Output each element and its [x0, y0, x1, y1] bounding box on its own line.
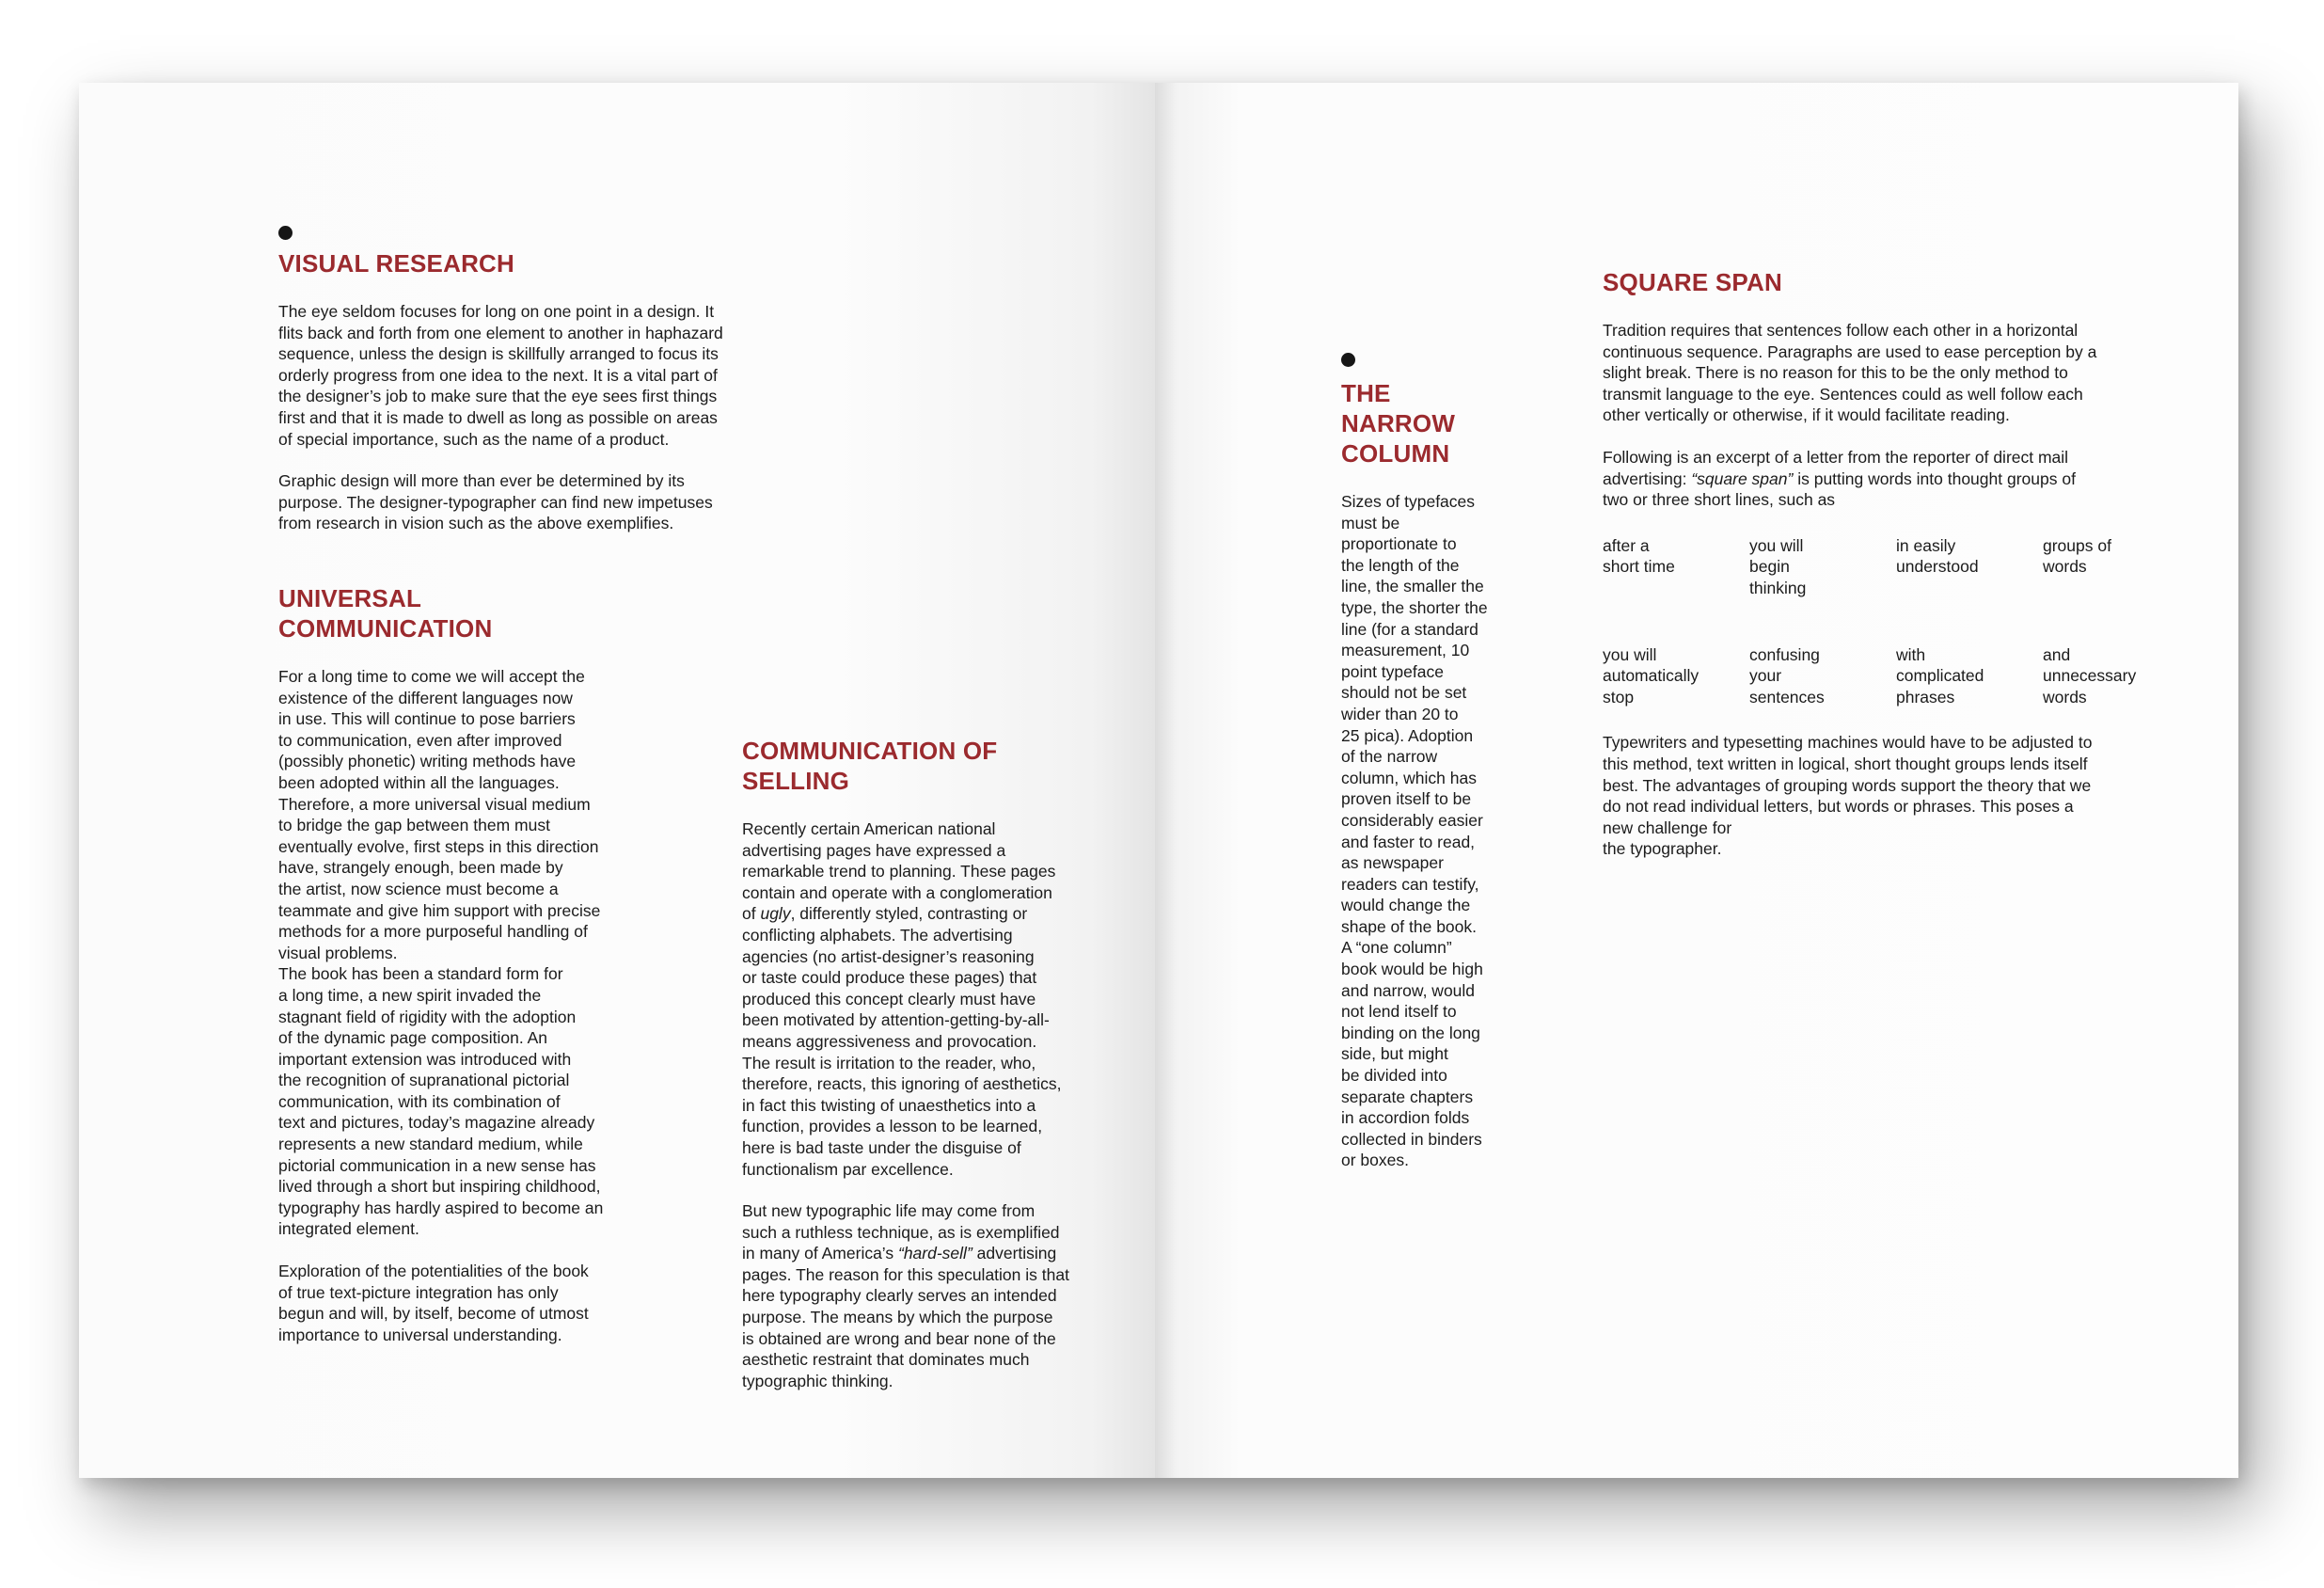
thought-group: confusing your sentences — [1749, 644, 1825, 707]
right-page — [1155, 83, 2238, 1478]
section-heading: COMMUNICATION OF SELLING — [742, 737, 998, 795]
body-paragraph — [742, 1200, 1137, 1391]
book-spread — [79, 83, 2238, 1478]
body-paragraph: Tradition requires that sentences follow each other in a horizontal continuous sequence. Paragraphs are used to ease perception by a slight break. There is no reason for this to be the only method to transmit language to the eye. Sentences could as well follow each other vertically or otherwise, if it would facilitate reading. — [1603, 321, 2097, 425]
thought-group: after a short time — [1603, 535, 1675, 577]
narrow-column-section — [1341, 378, 1520, 1171]
text-run: But new typographic life may come from such a ruthless technique, as is exemplified in many of America’s — [742, 1201, 1060, 1263]
bullet-dot — [278, 226, 292, 240]
body-paragraph: Exploration of the potentialities of the book of true text-picture integration has only begun and will, by itself, become of utmost importance to universal understanding. — [278, 1262, 589, 1344]
body-paragraph: Sizes of typefaces must be proportionate to the length of the line, the smaller the type, the shorter the line (for a standard measurement, 10 point typeface should not be set wider than 20 to 25 pica). Adoption of the narrow column, which has proven itself to be considerably easier and faster to read, as newspaper readers can testify, would change the shape of the book. A “one column” book would be high and narrow, would not lend itself to binding on the long side, but might be divided into separate chapters in accordion folds collected in binders or boxes. — [1341, 492, 1488, 1170]
emphasis-text: “square span” — [1691, 468, 1794, 488]
square-span-section — [1603, 267, 2205, 860]
thought-group: with complicated phrases — [1896, 644, 1984, 707]
universal-communication-section — [278, 583, 692, 1345]
text-run: Following is an excerpt of a letter from the reporter of direct mail advertising: — [1603, 447, 2069, 488]
emphasis-text: ugly — [760, 904, 791, 924]
thought-group: and unnecessary words — [2043, 644, 2137, 707]
body-paragraph — [1603, 447, 2205, 511]
body-paragraph — [742, 818, 1137, 1180]
thought-group: groups of words — [2043, 535, 2111, 577]
body-paragraph: The eye seldom focuses for long on one point in a design. It flits back and forth from one element to another in haphazard sequence, unless the design is skillfully arranged to focus its orderly progress from one idea to the next. It is a vital part of the designer’s job to make sure that the eye sees first things first and that it is made to dwell as long as possible on areas of special importance, such as the name of a product. — [278, 302, 723, 449]
section-heading: VISUAL RESEARCH — [278, 249, 515, 278]
thought-groups-row — [1603, 644, 2205, 708]
section-heading: UNIVERSAL COMMUNICATION — [278, 584, 493, 643]
body-paragraph: Graphic design will more than ever be determined by its purpose. The designer-typographer can find new impetuses from research in vision such as the above exemplifies. — [278, 471, 713, 533]
section-heading: SQUARE SPAN — [1603, 268, 1782, 296]
text-run: advertising pages. The reason for this speculation is that here typography clearly serves an intended purpose. The means by which the purpose is obtained are wrong and bear none of the aesthetic restraint that dominates much typographic thinking. — [742, 1244, 1069, 1390]
visual-research-section — [278, 248, 805, 534]
text-run: , differently styled, contrasting or conflicting alphabets. The advertising agencies (no artist-designer’s reasoning or taste could produce these pages) that produced this concept clearly must have been motivated by attention-getting-by-all- means aggressiveness and provocation. The result is irritation to the reader, who, therefore, reacts, this ignoring of aesthetics, in fact this twisting of unaesthetics into a function, provides a lesson to be learned, here is bad taste under the disguise of functionalism par excellence. — [742, 904, 1062, 1179]
thought-group: in easily understood — [1896, 535, 1979, 577]
communication-of-selling-section — [742, 736, 1137, 1391]
thought-group: you will begin thinking — [1749, 535, 1807, 597]
body-paragraph: Typewriters and typesetting machines would have to be adjusted to this method, text written in logical, short thought groups lends itself best. The advantages of grouping words support the theory that we do not read individual letters, but words or phrases. This poses a new challenge for the typographer. — [1603, 733, 2093, 859]
section-heading: THE NARROW COLUMN — [1341, 379, 1456, 468]
emphasis-text: “hard-sell” — [898, 1244, 972, 1263]
bullet-dot — [1341, 353, 1355, 367]
body-paragraph: For a long time to come we will accept the existence of the different languages now in use. This will continue to pose barriers to communication, even after improved (possibly phonetic) writing methods have been adopted within all the languages. Therefore, a more universal visual medium to bridge the gap between them must eventually evolve, first steps in this direction have, strangely enough, been made by the artist, now science must become a teammate and give him support with precise methods for a more purposeful handling of visual problems. The book has been a standard form for a long time, a new spirit invaded the stagnant field of rigidity with the adoption of the dynamic page composition. An important extension was introduced with the recognition of supranational pictorial communication, with its combination of text and pictures, today’s magazine already represents a new standard medium, while pictorial communication in a new sense has lived through a short but inspiring childhood, typography has hardly aspired to become an integrated element. — [278, 667, 604, 1239]
text-run: Recently certain American national advertising pages have expressed a remarkable trend to planning. These pages contain and operate with a conglomeration of — [742, 819, 1056, 924]
text-run: is putting words into thought groups of two or three short lines, such as — [1603, 468, 2076, 510]
left-page — [79, 83, 1155, 1478]
thought-group: you will automatically stop — [1603, 644, 1700, 707]
thought-groups-row — [1603, 535, 2205, 599]
